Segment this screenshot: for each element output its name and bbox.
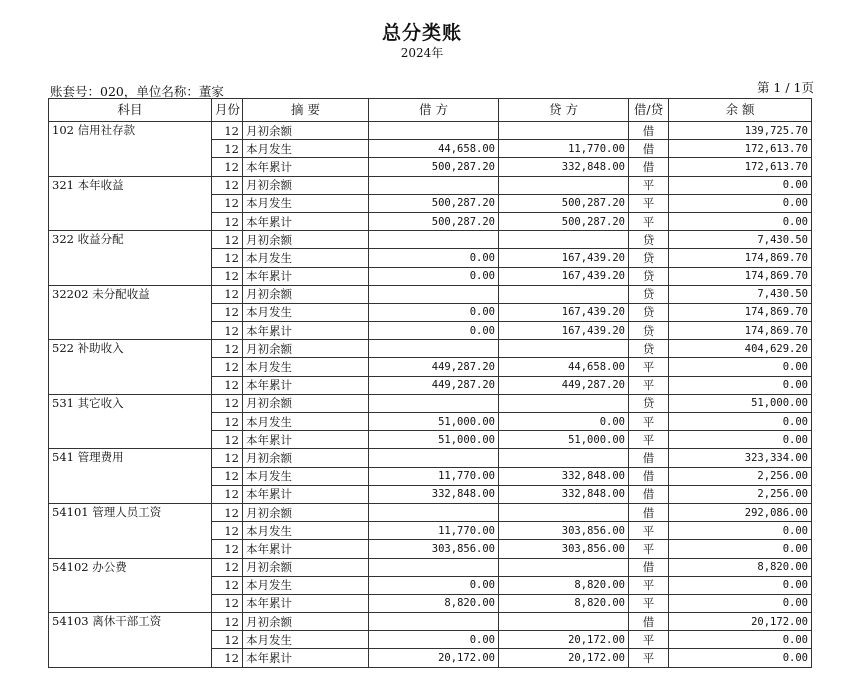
debit-cell: [369, 449, 499, 467]
month-cell: 12: [212, 285, 243, 303]
month-cell: 12: [212, 631, 243, 649]
direction-cell: 平: [629, 522, 669, 540]
summary-cell: 本年累计: [243, 649, 369, 667]
balance-cell: 292,086.00: [669, 503, 812, 521]
balance-cell: 8,820.00: [669, 558, 812, 576]
direction-cell: 贷: [629, 285, 669, 303]
summary-cell: 月初余额: [243, 122, 369, 140]
credit-cell: [499, 340, 629, 358]
table-row: [49, 394, 812, 412]
debit-cell: 51,000.00: [369, 413, 499, 431]
direction-cell: 平: [629, 631, 669, 649]
direction-cell: 平: [629, 594, 669, 612]
balance-cell: 172,613.70: [669, 158, 812, 176]
credit-cell: [499, 558, 629, 576]
credit-cell: [499, 613, 629, 631]
balance-cell: 0.00: [669, 594, 812, 612]
month-cell: 12: [212, 485, 243, 503]
credit-cell: 303,856.00: [499, 522, 629, 540]
balance-cell: 0.00: [669, 576, 812, 594]
account-subject: 54103 离休干部工资: [49, 613, 212, 668]
account-subject: 32202 未分配收益: [49, 285, 212, 340]
direction-cell: 借: [629, 558, 669, 576]
summary-cell: 本年累计: [243, 431, 369, 449]
credit-cell: 20,172.00: [499, 649, 629, 667]
debit-cell: 500,287.20: [369, 194, 499, 212]
month-cell: 12: [212, 449, 243, 467]
table-row: [49, 176, 812, 194]
direction-cell: 借: [629, 467, 669, 485]
month-cell: 12: [212, 267, 243, 285]
header-direction: 借/贷: [629, 99, 669, 122]
direction-cell: 平: [629, 649, 669, 667]
summary-cell: 本月发生: [243, 413, 369, 431]
credit-cell: [499, 394, 629, 412]
balance-cell: 174,869.70: [669, 303, 812, 321]
balance-cell: 51,000.00: [669, 394, 812, 412]
credit-cell: [499, 176, 629, 194]
direction-cell: 平: [629, 576, 669, 594]
header-credit: 贷 方: [499, 99, 629, 122]
debit-cell: 500,287.20: [369, 212, 499, 230]
summary-cell: 月初余额: [243, 558, 369, 576]
credit-cell: 167,439.20: [499, 303, 629, 321]
balance-cell: 2,256.00: [669, 467, 812, 485]
month-cell: 12: [212, 594, 243, 612]
summary-cell: 本年累计: [243, 594, 369, 612]
month-cell: 12: [212, 576, 243, 594]
balance-cell: 174,869.70: [669, 267, 812, 285]
credit-cell: 449,287.20: [499, 376, 629, 394]
balance-cell: 0.00: [669, 212, 812, 230]
debit-cell: 51,000.00: [369, 431, 499, 449]
credit-cell: [499, 231, 629, 249]
ledger-body: [49, 122, 812, 668]
balance-cell: 0.00: [669, 540, 812, 558]
debit-cell: [369, 613, 499, 631]
direction-cell: 借: [629, 485, 669, 503]
credit-cell: 167,439.20: [499, 249, 629, 267]
summary-cell: 本年累计: [243, 212, 369, 230]
summary-cell: 本月发生: [243, 576, 369, 594]
direction-cell: 平: [629, 413, 669, 431]
header-summary: 摘 要: [243, 99, 369, 122]
summary-cell: 本年累计: [243, 485, 369, 503]
balance-cell: 0.00: [669, 176, 812, 194]
credit-cell: [499, 285, 629, 303]
debit-cell: [369, 285, 499, 303]
direction-cell: 平: [629, 194, 669, 212]
summary-cell: 本月发生: [243, 194, 369, 212]
month-cell: 12: [212, 358, 243, 376]
credit-cell: 332,848.00: [499, 158, 629, 176]
credit-cell: 332,848.00: [499, 485, 629, 503]
balance-cell: 323,334.00: [669, 449, 812, 467]
summary-cell: 月初余额: [243, 613, 369, 631]
debit-cell: [369, 231, 499, 249]
table-row: [49, 503, 812, 521]
account-subject: 541 管理费用: [49, 449, 212, 504]
month-cell: 12: [212, 503, 243, 521]
month-cell: 12: [212, 194, 243, 212]
table-row: [49, 122, 812, 140]
credit-cell: 500,287.20: [499, 194, 629, 212]
month-cell: 12: [212, 649, 243, 667]
summary-cell: 本年累计: [243, 540, 369, 558]
credit-cell: 303,856.00: [499, 540, 629, 558]
balance-cell: 0.00: [669, 376, 812, 394]
credit-cell: 20,172.00: [499, 631, 629, 649]
report-title: 总分类账: [381, 22, 462, 44]
balance-cell: 0.00: [669, 649, 812, 667]
debit-cell: 449,287.20: [369, 358, 499, 376]
balance-cell: 0.00: [669, 358, 812, 376]
credit-cell: 167,439.20: [499, 322, 629, 340]
balance-cell: 2,256.00: [669, 485, 812, 503]
direction-cell: 借: [629, 122, 669, 140]
debit-cell: 20,172.00: [369, 649, 499, 667]
month-cell: 12: [212, 540, 243, 558]
direction-cell: 借: [629, 158, 669, 176]
month-cell: 12: [212, 340, 243, 358]
balance-cell: 7,430.50: [669, 231, 812, 249]
summary-cell: 本月发生: [243, 303, 369, 321]
month-cell: 12: [212, 558, 243, 576]
balance-cell: 0.00: [669, 413, 812, 431]
balance-cell: 0.00: [669, 431, 812, 449]
month-cell: 12: [212, 249, 243, 267]
summary-cell: 本月发生: [243, 140, 369, 158]
direction-cell: 平: [629, 176, 669, 194]
credit-cell: [499, 449, 629, 467]
debit-cell: [369, 340, 499, 358]
month-cell: 12: [212, 212, 243, 230]
debit-cell: 0.00: [369, 322, 499, 340]
page-number: 第 1 / 1页: [756, 80, 814, 95]
summary-cell: 本月发生: [243, 358, 369, 376]
month-cell: 12: [212, 467, 243, 485]
table-row: [49, 231, 812, 249]
direction-cell: 贷: [629, 249, 669, 267]
summary-cell: 本月发生: [243, 522, 369, 540]
balance-cell: 0.00: [669, 194, 812, 212]
debit-cell: [369, 176, 499, 194]
table-row: [49, 613, 812, 631]
month-cell: 12: [212, 140, 243, 158]
account-subject: 54101 管理人员工资: [49, 503, 212, 558]
credit-cell: 44,658.00: [499, 358, 629, 376]
direction-cell: 平: [629, 212, 669, 230]
debit-cell: 0.00: [369, 249, 499, 267]
summary-cell: 月初余额: [243, 394, 369, 412]
debit-cell: 303,856.00: [369, 540, 499, 558]
debit-cell: 11,770.00: [369, 467, 499, 485]
month-cell: 12: [212, 613, 243, 631]
summary-cell: 月初余额: [243, 503, 369, 521]
summary-cell: 月初余额: [243, 231, 369, 249]
direction-cell: 贷: [629, 394, 669, 412]
summary-cell: 月初余额: [243, 340, 369, 358]
account-subject: 321 本年收益: [49, 176, 212, 231]
summary-cell: 本年累计: [243, 267, 369, 285]
summary-cell: 月初余额: [243, 449, 369, 467]
direction-cell: 借: [629, 449, 669, 467]
month-cell: 12: [212, 376, 243, 394]
credit-cell: [499, 122, 629, 140]
balance-cell: 7,430.50: [669, 285, 812, 303]
credit-cell: 167,439.20: [499, 267, 629, 285]
debit-cell: 0.00: [369, 303, 499, 321]
month-cell: 12: [212, 394, 243, 412]
summary-cell: 本年累计: [243, 158, 369, 176]
credit-cell: 332,848.00: [499, 467, 629, 485]
table-row: [49, 449, 812, 467]
balance-cell: 174,869.70: [669, 322, 812, 340]
credit-cell: 0.00: [499, 413, 629, 431]
report-year: 2024年: [400, 46, 444, 60]
summary-cell: 本年累计: [243, 322, 369, 340]
summary-cell: 本月发生: [243, 467, 369, 485]
table-row: [49, 558, 812, 576]
direction-cell: 贷: [629, 267, 669, 285]
balance-cell: 0.00: [669, 522, 812, 540]
month-cell: 12: [212, 522, 243, 540]
direction-cell: 借: [629, 613, 669, 631]
balance-cell: 0.00: [669, 631, 812, 649]
month-cell: 12: [212, 322, 243, 340]
direction-cell: 平: [629, 431, 669, 449]
summary-cell: 月初余额: [243, 285, 369, 303]
debit-cell: 449,287.20: [369, 376, 499, 394]
debit-cell: 44,658.00: [369, 140, 499, 158]
month-cell: 12: [212, 303, 243, 321]
direction-cell: 贷: [629, 340, 669, 358]
balance-cell: 404,629.20: [669, 340, 812, 358]
debit-cell: 0.00: [369, 267, 499, 285]
direction-cell: 平: [629, 376, 669, 394]
month-cell: 12: [212, 176, 243, 194]
debit-cell: 11,770.00: [369, 522, 499, 540]
debit-cell: 332,848.00: [369, 485, 499, 503]
debit-cell: 500,287.20: [369, 158, 499, 176]
account-subject: 102 信用社存款: [49, 122, 212, 177]
credit-cell: 8,820.00: [499, 594, 629, 612]
balance-cell: 20,172.00: [669, 613, 812, 631]
month-cell: 12: [212, 413, 243, 431]
direction-cell: 贷: [629, 322, 669, 340]
direction-cell: 贷: [629, 231, 669, 249]
credit-cell: [499, 503, 629, 521]
month-cell: 12: [212, 431, 243, 449]
debit-cell: 8,820.00: [369, 594, 499, 612]
summary-cell: 本月发生: [243, 631, 369, 649]
balance-cell: 139,725.70: [669, 122, 812, 140]
debit-cell: 0.00: [369, 631, 499, 649]
credit-cell: 8,820.00: [499, 576, 629, 594]
account-subject: 522 补助收入: [49, 340, 212, 395]
debit-cell: [369, 394, 499, 412]
account-subject: 322 收益分配: [49, 231, 212, 286]
header-balance: 余 额: [669, 99, 812, 122]
table-row: [49, 285, 812, 303]
month-cell: 12: [212, 158, 243, 176]
header-month: 月份: [212, 99, 243, 122]
header-debit: 借 方: [369, 99, 499, 122]
direction-cell: 借: [629, 140, 669, 158]
account-set-info: 账套号：020，单位名称：董家: [50, 84, 224, 99]
direction-cell: 贷: [629, 303, 669, 321]
direction-cell: 平: [629, 540, 669, 558]
debit-cell: [369, 558, 499, 576]
table-row: [49, 340, 812, 358]
direction-cell: 借: [629, 503, 669, 521]
debit-cell: [369, 503, 499, 521]
summary-cell: 本月发生: [243, 249, 369, 267]
balance-cell: 172,613.70: [669, 140, 812, 158]
header-subject: 科目: [49, 99, 212, 122]
debit-cell: 0.00: [369, 576, 499, 594]
credit-cell: 11,770.00: [499, 140, 629, 158]
credit-cell: 51,000.00: [499, 431, 629, 449]
summary-cell: 本年累计: [243, 376, 369, 394]
summary-cell: 月初余额: [243, 176, 369, 194]
ledger-table: [48, 98, 812, 668]
direction-cell: 平: [629, 358, 669, 376]
month-cell: 12: [212, 122, 243, 140]
account-subject: 54102 办公费: [49, 558, 212, 613]
header-row: [49, 99, 812, 122]
credit-cell: 500,287.20: [499, 212, 629, 230]
account-subject: 531 其它收入: [49, 394, 212, 449]
balance-cell: 174,869.70: [669, 249, 812, 267]
debit-cell: [369, 122, 499, 140]
month-cell: 12: [212, 231, 243, 249]
